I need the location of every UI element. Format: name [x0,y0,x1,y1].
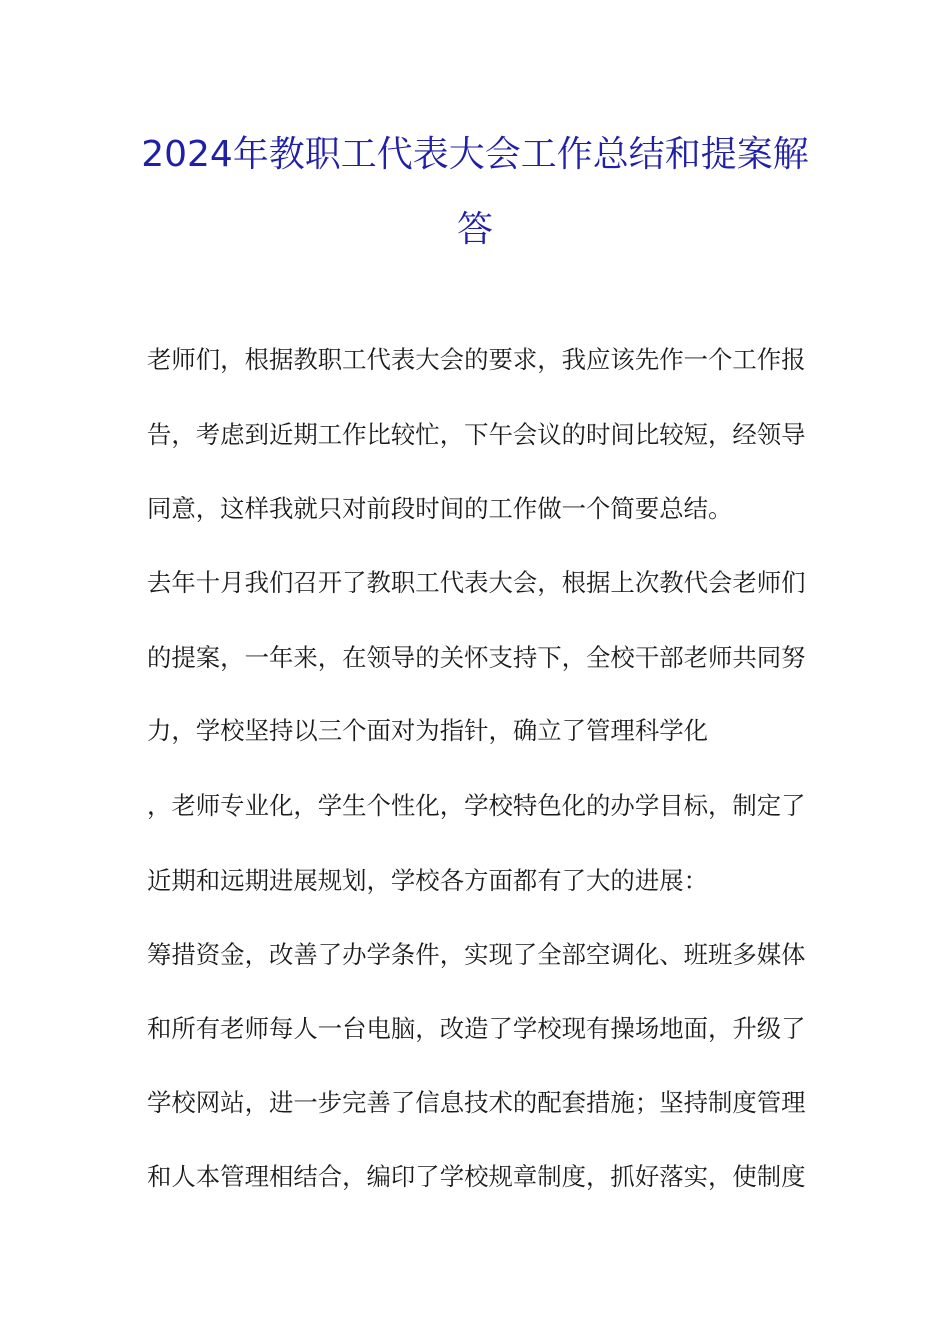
body-line-1: 老师们，根据教职工代表大会的要求，我应该先作一个工作报 [147,345,806,374]
body-line-4: 去年十月我们召开了教职工代表大会，根据上次教代会老师们 [147,568,806,597]
body-line-3: 同意，这样我就只对前段时间的工作做一个简要总结。 [147,494,733,523]
body-line-7: ，老师专业化，学生个性化，学校特色化的办学目标，制定了 [147,791,806,820]
document-title-line-1: 2024年教职工代表大会工作总结和提案解 [141,134,809,175]
body-line-9: 筹措资金，改善了办学条件，实现了全部空调化、班班多媒体 [147,940,806,969]
document-title-line-2: 答 [456,209,493,250]
body-line-12: 和人本管理相结合，编印了学校规章制度，抓好落实，使制度 [147,1162,806,1191]
body-line-5: 的提案，一年来，在领导的关怀支持下，全校干部老师共同努 [147,643,806,672]
body-line-2: 告，考虑到近期工作比较忙，下午会议的时间比较短，经领导 [147,420,806,449]
body-line-6: 力，学校坚持以三个面对为指针，确立了管理科学化 [147,716,708,745]
body-line-8: 近期和远期进展规划，学校各方面都有了大的进展： [147,866,708,895]
body-line-10: 和所有老师每人一台电脑，改造了学校现有操场地面，升级了 [147,1014,806,1043]
body-line-11: 学校网站，进一步完善了信息技术的配套措施；坚持制度管理 [147,1088,806,1117]
